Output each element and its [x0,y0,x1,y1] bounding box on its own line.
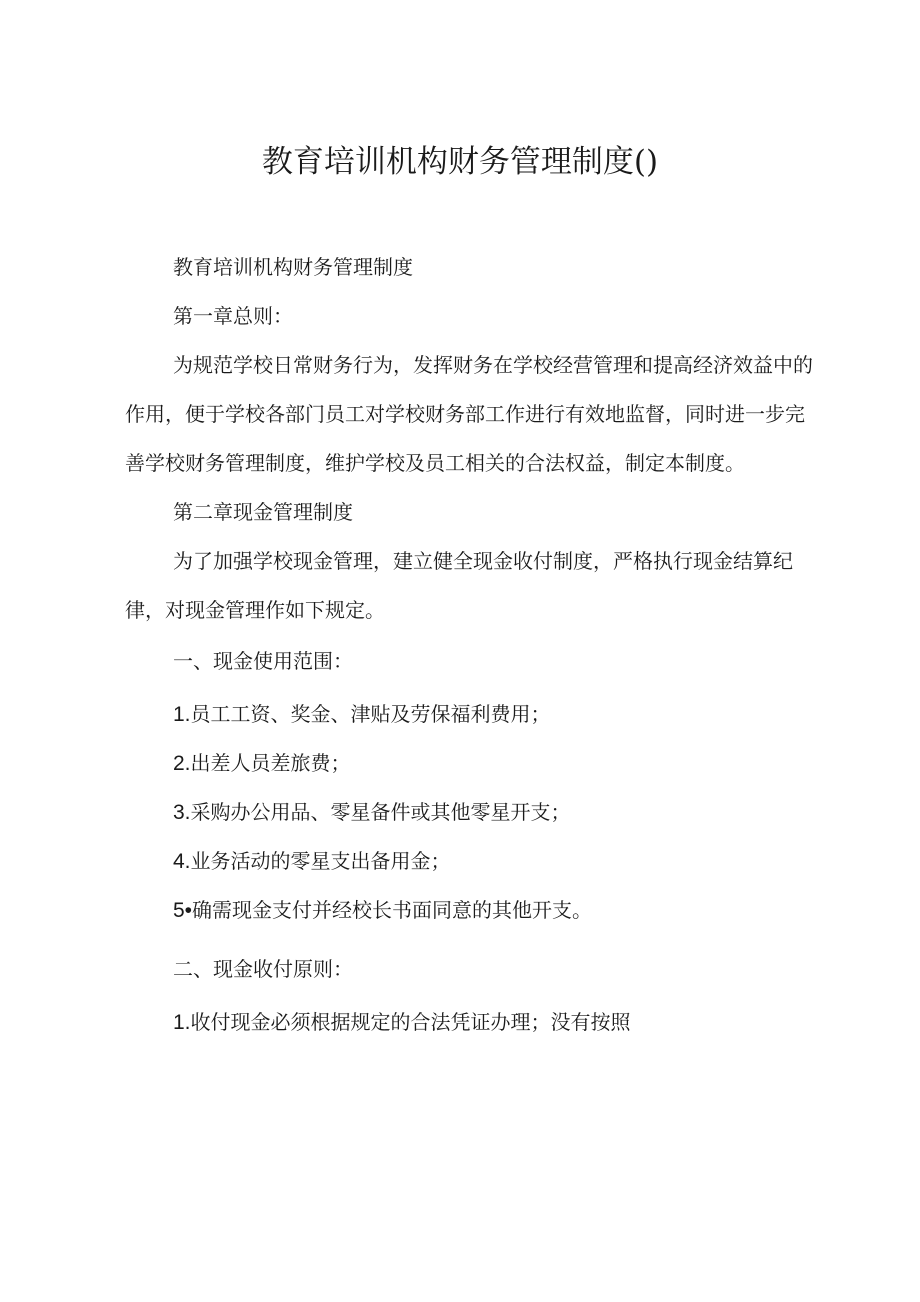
document-body [125,243,815,1047]
list-item-number: 5• [173,899,193,922]
list-item [125,739,815,788]
section-1-heading: 一、现金使用范围： [173,649,353,673]
list-item-text: 收付现金必须根据规定的合法凭证办理；没有按照 [190,1010,631,1034]
list-item-number: 1. [173,703,191,726]
list-item [125,998,815,1047]
list-item-text: 出差人员差旅费； [190,751,351,775]
chapter-1-heading: 第一章总则： [173,304,293,328]
list-item [125,788,815,837]
chapter-2-heading: 第二章现金管理制度 [173,500,353,524]
list-item-text: 业务活动的零星支出备用金； [190,849,451,873]
list-item-number: 4. [173,850,191,873]
list-item-text: 员工工资、奖金、津贴及劳保福利费用； [190,702,551,726]
chapter-1-paragraph: 为规范学校日常财务行为，发挥财务在学校经营管理和提高经济效益中的作用，便于学校各部门员工对学校财务部工作进行有效地监督，同时进一步完善学校财务管理制度，维护学校及员工相关的合法权益，制定本制度。 [125,353,813,475]
list-item [125,690,815,739]
list-item-text: 确需现金支付并经校长书面同意的其他开支。 [192,898,593,922]
list-item-number: 3. [173,801,191,824]
list-item-number: 2. [173,752,191,775]
list-item-text: 采购办公用品、零星备件或其他零星开支； [190,800,571,824]
document-title: 教育培训机构财务管理制度() [261,144,659,180]
list-item-number: 1. [173,1011,191,1034]
list-item [125,886,815,935]
chapter-2-paragraph: 为了加强学校现金管理，建立健全现金收付制度，严格执行现金结算纪律，对现金管理作如下规定。 [125,549,793,622]
section-2-heading: 二、现金收付原则： [173,957,353,981]
list-item [125,837,815,886]
document-heading: 教育培训机构财务管理制度 [173,255,413,279]
